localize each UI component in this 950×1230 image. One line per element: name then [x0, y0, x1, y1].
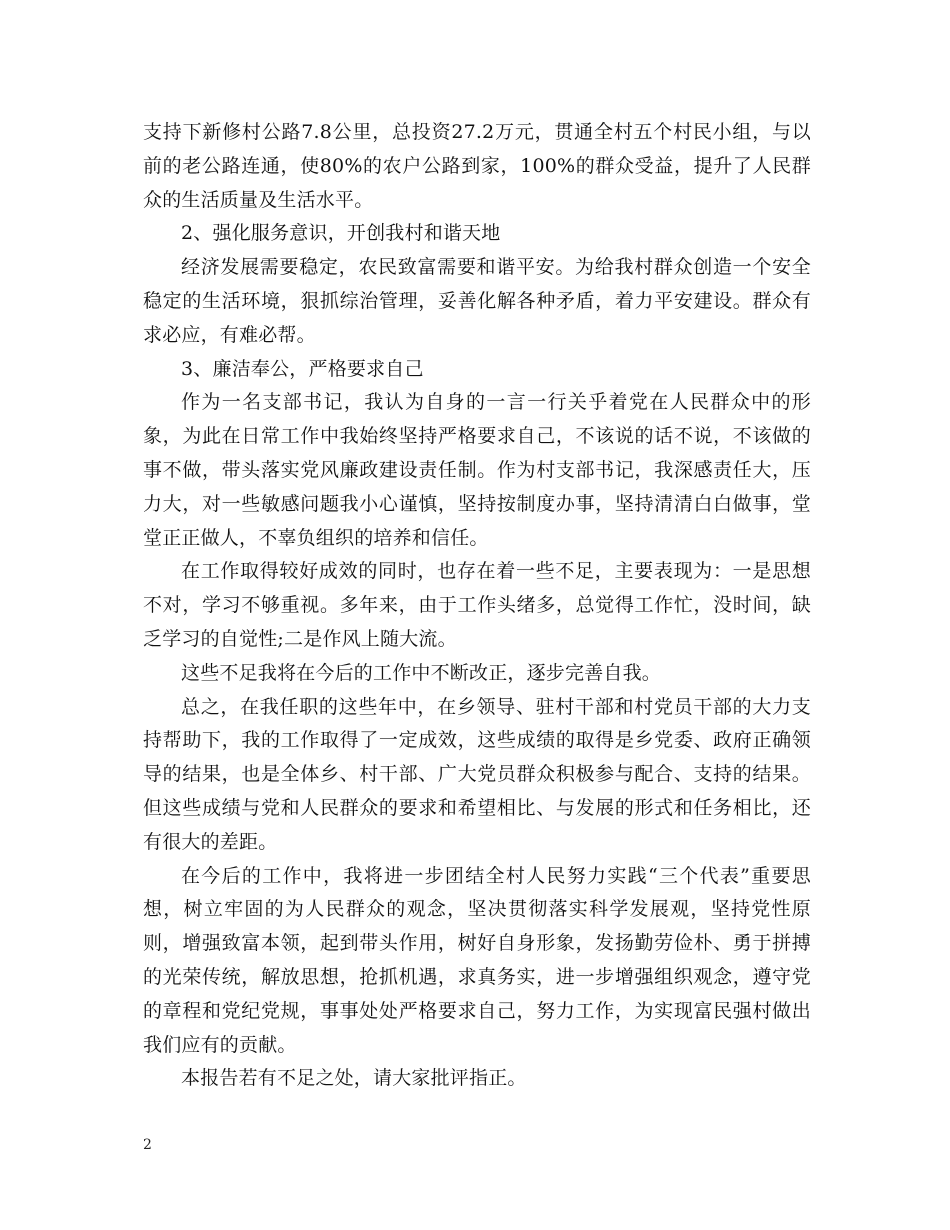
- paragraph-future-work: 在今后的工作中，我将进一步团结全村人民努力实践“三个代表”重要思想，树立牢固的为人民群众的观念，坚决贯彻落实科学发展观，坚持党性原则，增强致富本领，起到带头作用，树好自身形象，发扬勤劳俭朴、勇于拼搏的光荣传统，解放思想，抢抓机遇，求真务实，进一步增强组织观念，遵守党的章程和党纪党规，事事处处严格要求自己，努力工作，为实现富民强村做出我们应有的贡献。: [143, 864, 811, 1056]
- document-body: [143, 116, 811, 1096]
- paragraph-summary: 总之，在我任职的这些年中，在乡领导、驻村干部和村党员干部的大力支持帮助下，我的工作取得了一定成效，这些成绩的取得是乡党委、政府正确领导的结果，也是全体乡、村干部、广大党员群众积极参与配合、支持的结果。但这些成绩与党和人民群众的要求和希望相比、与发展的形式和任务相比，还有很大的差距。: [143, 695, 811, 853]
- section-heading-service: 2、强化服务意识，开创我村和谐天地: [181, 222, 501, 245]
- section-heading-integrity: 3、廉洁奉公，严格要求自己: [181, 357, 424, 380]
- paragraph-closing: 本报告若有不足之处，请大家批评指正。: [181, 1067, 527, 1090]
- paragraph-improvement: 这些不足我将在今后的工作中不断改正，逐步完善自我。: [181, 661, 662, 684]
- paragraph-shortcomings: 在工作取得较好成效的同时，也存在着一些不足，主要表现为：一是思想不对，学习不够重视。多年来，由于工作头绪多，总觉得工作忙，没时间，缺乏学习的自觉性;二是作风上随大流。: [143, 560, 811, 650]
- paragraph-secretary-conduct: 作为一名支部书记，我认为自身的一言一行关乎着党在人民群众中的形象，为此在日常工作中我始终坚持严格要求自己，不该说的话不说，不该做的事不做，带头落实党风廉政建设责任制。作为村支部书记，我深感责任大，压力大，对一些敏感问题我小心谨慎，坚持按制度办事，坚持清清白白做事，堂堂正正做人，不辜负组织的培养和信任。: [143, 391, 811, 549]
- paragraph-stability: 经济发展需要稳定，农民致富需要和谐平安。为给我村群众创造一个安全稳定的生活环境，狠抓综治管理，妥善化解各种矛盾，着力平安建设。群众有求必应，有难必帮。: [143, 256, 811, 346]
- paragraph-road-construction: 支持下新修村公路7.8公里，总投资27.2万元，贯通全村五个村民小组，与以前的老公路连通，使80%的农户公路到家，100%的群众受益，提升了人民群众的生活质量及生活水平。: [143, 121, 811, 211]
- page-number: 2: [143, 1137, 152, 1153]
